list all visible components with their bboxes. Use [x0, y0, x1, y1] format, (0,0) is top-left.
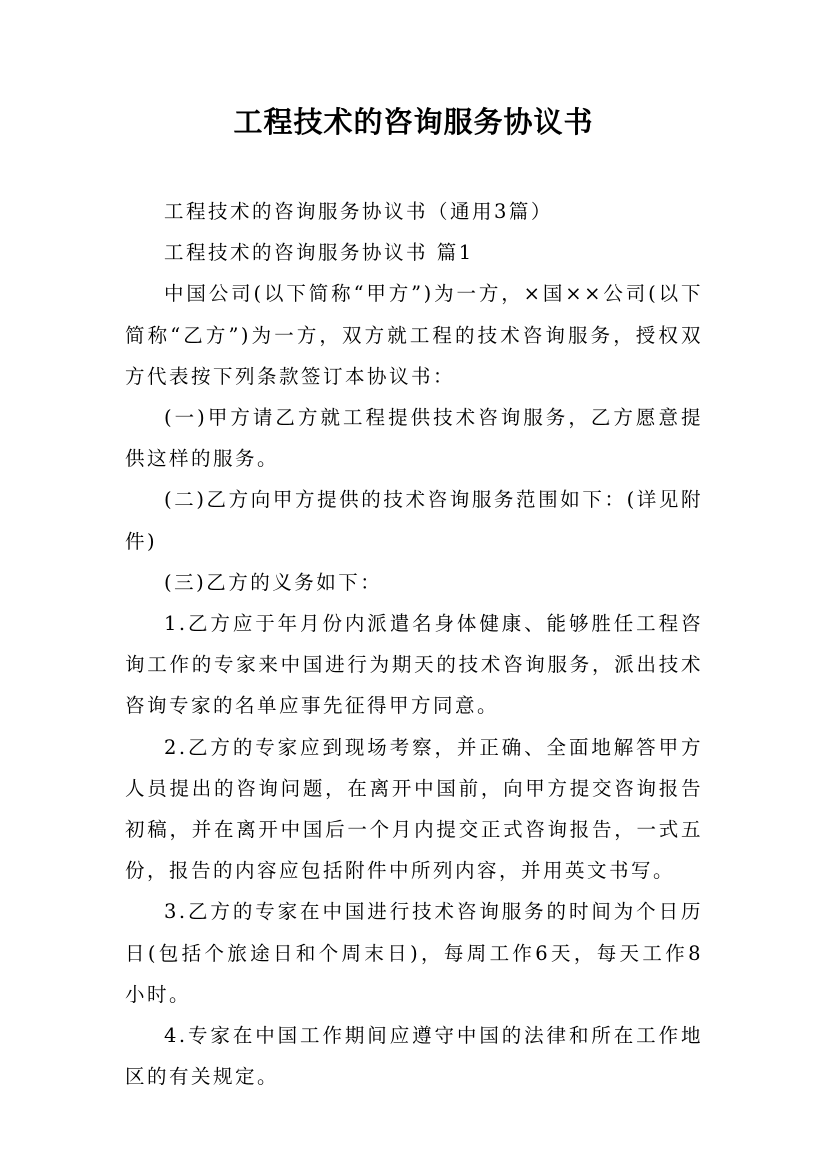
paragraph-subtitle: 工程技术的咨询服务协议书（通用3篇）	[164, 200, 553, 223]
paragraph-section-heading: 工程技术的咨询服务协议书 篇1	[164, 241, 474, 265]
paragraph-clause-2: (二)乙方向甲方提供的技术咨询服务范围如下：(详见附件)	[125, 488, 703, 553]
paragraph-item-1: 1.乙方应于年月份内派遣名身体健康、能够胜任工程咨询工作的专家来中国进行为期天的技术咨询服务，派出技术咨询专家的名单应事先征得甲方同意。	[125, 612, 703, 718]
paragraph-item-2: 2.乙方的专家应到现场考察，并正确、全面地解答甲方人员提出的咨询问题，在离开中国前，向甲方提交咨询报告初稿，并在离开中国后一个月内提交正式咨询报告，一式五份，报告的内容应包括附件中所列内容，并用英文书写。	[125, 735, 703, 883]
paragraph-item-3: 3.乙方的专家在中国进行技术咨询服务的时间为个日历日(包括个旅途日和个周末日)，每周工作6天，每天工作8小时。	[125, 900, 703, 1006]
paragraph-intro: 中国公司(以下简称“甲方”)为一方，×国××公司(以下简称“乙方”)为一方，双方就工程的技术咨询服务，授权双方代表按下列条款签订本协议书：	[125, 282, 703, 388]
paragraph-clause-3: (三)乙方的义务如下：	[164, 570, 383, 594]
paragraph-item-4: 4.专家在中国工作期间应遵守中国的法律和所在工作地区的有关规定。	[125, 1024, 703, 1089]
document-body	[125, 191, 703, 1097]
paragraph-clause-1: (一)甲方请乙方就工程提供技术咨询服务，乙方愿意提供这样的服务。	[125, 406, 703, 471]
document-title: 工程技术的咨询服务协议书	[233, 105, 594, 139]
